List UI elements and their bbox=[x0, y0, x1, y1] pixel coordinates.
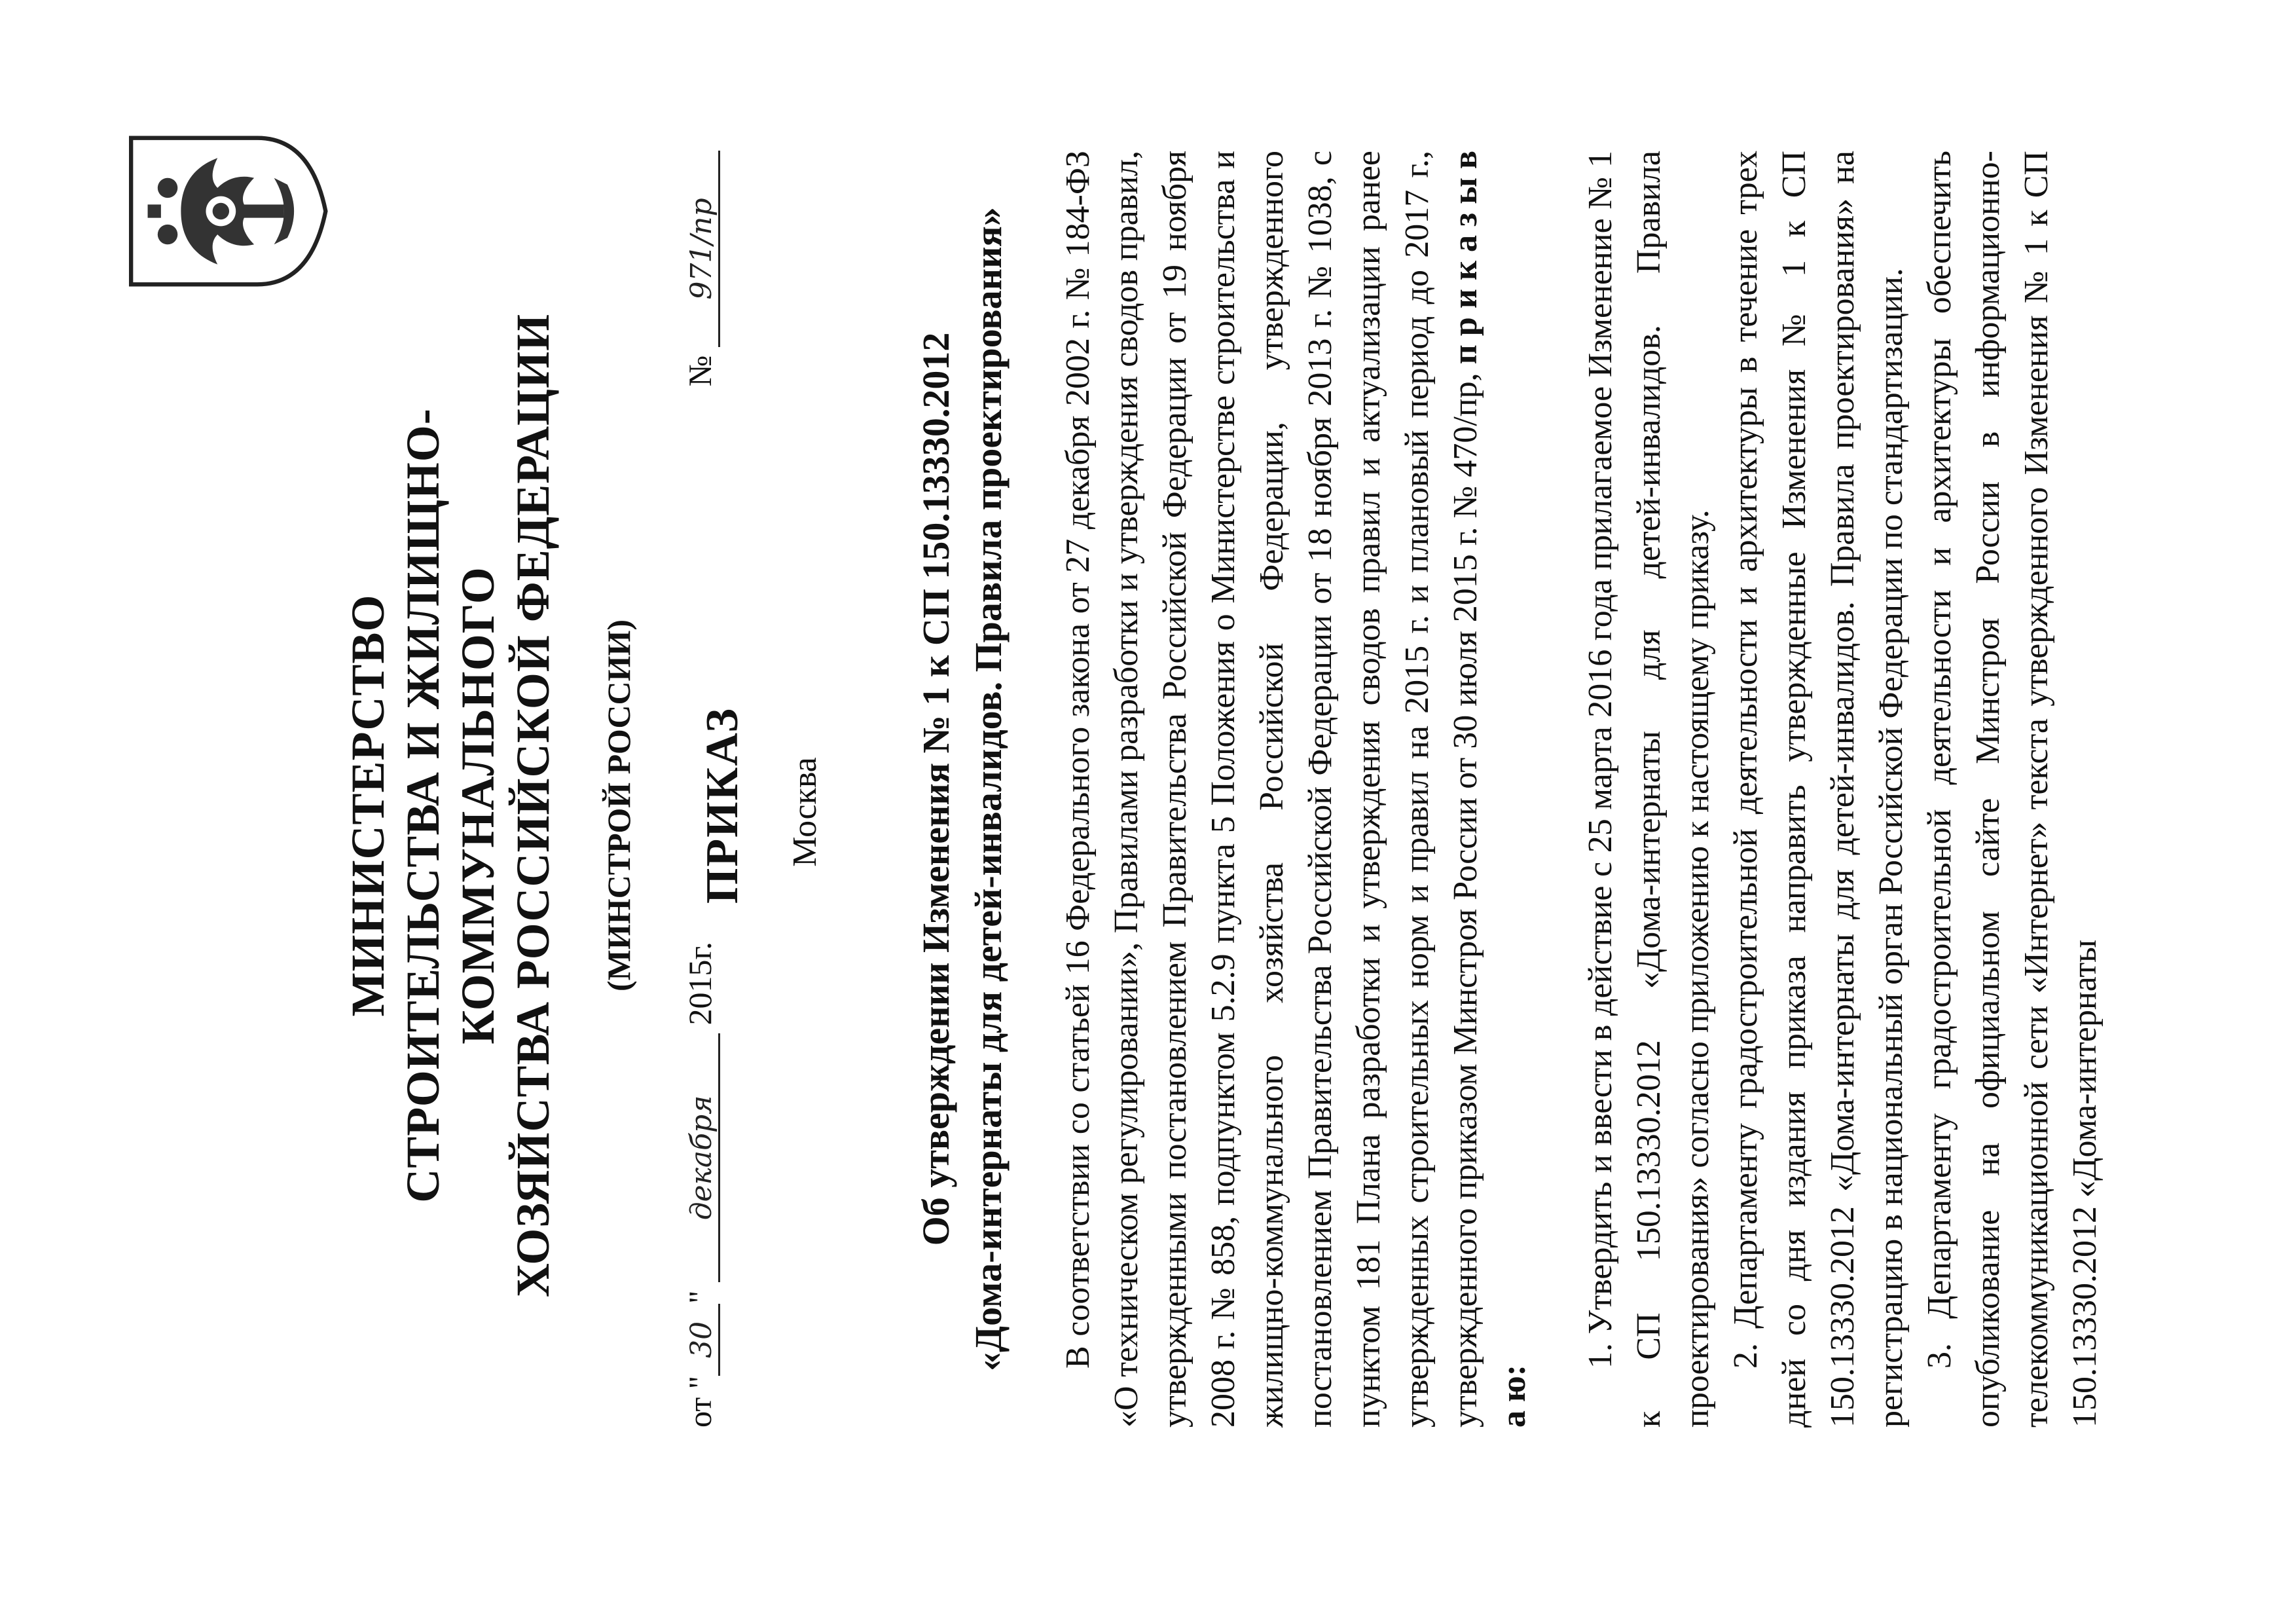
document-type: ПРИКАЗ bbox=[697, 707, 748, 904]
date-quote-close: " bbox=[682, 1290, 718, 1304]
date-month: декабря bbox=[685, 1033, 720, 1282]
subject-line-1: Об утверждении Изменения № 1 к СП 150.13330.2012 bbox=[915, 332, 957, 1246]
order-number bbox=[681, 151, 720, 386]
date-number-row bbox=[668, 151, 733, 1428]
coat-of-arms-icon bbox=[124, 128, 331, 295]
number-label: № bbox=[682, 355, 718, 387]
preamble-text: В соответствии со статьей 16 Федерального закона от 27 декабря 2002 г. № 184-ФЗ «О техническом регулировании», Правилами разработки и утверждения сводов правил, утвержденными постановлением Правительства Российской Федерации от 19 ноября 2008 г. № 858, подпунктом 5.2.9 пункта 5 Положения о Министерстве строительства и жилищно-коммунального хозяйства Российской Федерации, утвержденного постановлением Правительства Российской Федерации от 18 ноября 2013 г. № 1038, с пунктом 181 Плана разработки и утверждения сводов правил и актуализации ранее утвержденных строительных норм и правил на 2015 г. и плановый период до 2017 г., утвержденного приказом Минстроя России от 30 июля 2015 г. № 470/пр, bbox=[1059, 151, 1484, 1428]
item-3: 3. Департаменту градостроительной деятельности и архитектуры обеспечить опубликование на официальном сайте Минстроя России в информационно-телекоммуникационной сети «Интернет» текста утвержденного Изменения № 1 к СП 150.13330.2012 «Дома-интернаты bbox=[1921, 151, 2104, 1428]
city: Москва bbox=[786, 757, 824, 867]
order-subject bbox=[910, 151, 1015, 1428]
subject-line-2: «Дома-интернаты для детей-инвалидов. Правила проектирования» bbox=[967, 207, 1010, 1371]
item-2: 2. Департаменту градостроительной деятельности и архитектуры в течение трех дней со дня издания приказа направить утвержденные Изменения № 1 к СП 150.13330.2012 «Дома-интернаты для детей-инвалидов. Правила проектирования» на регистрацию в национальный орган Российской Федерации по стандартизации. bbox=[1727, 151, 1910, 1428]
item-1: 1. Утвердить и ввести в действие с 25 марта 2016 года прилагаемое Изменение № 1 к СП 150.13330.2012 «Дома-интернаты для детей-инвалидов. Правила проектирования» согласно приложению к настоящему приказу. bbox=[1582, 151, 1716, 1428]
order-date bbox=[681, 942, 720, 1428]
document-body bbox=[1054, 151, 2109, 1428]
preamble-paragraph bbox=[1054, 151, 1539, 1428]
number-value: 971/пр bbox=[685, 151, 720, 347]
order-word: п р и к а з ы в а ю: bbox=[1447, 151, 1533, 1428]
date-year-suffix: г. bbox=[682, 942, 718, 960]
ministry-abbreviation: (МИНСТРОЙ РОССИИ) bbox=[600, 619, 637, 992]
ministry-title-line-1: МИНИСТЕРСТВО bbox=[342, 594, 394, 1017]
date-prefix: от " bbox=[682, 1375, 718, 1428]
date-day: 30 bbox=[685, 1304, 720, 1376]
ministry-title-line-3: ХОЗЯЙСТВА РОССИЙСКОЙ ФЕДЕРАЦИИ bbox=[507, 313, 559, 1298]
ministry-title-line-2: СТРОИТЕЛЬСТВА И ЖИЛИЩНО-КОММУНАЛЬНОГО bbox=[397, 408, 504, 1203]
date-year: 2015 bbox=[682, 959, 718, 1025]
coat-of-arms-emblem bbox=[124, 128, 331, 295]
